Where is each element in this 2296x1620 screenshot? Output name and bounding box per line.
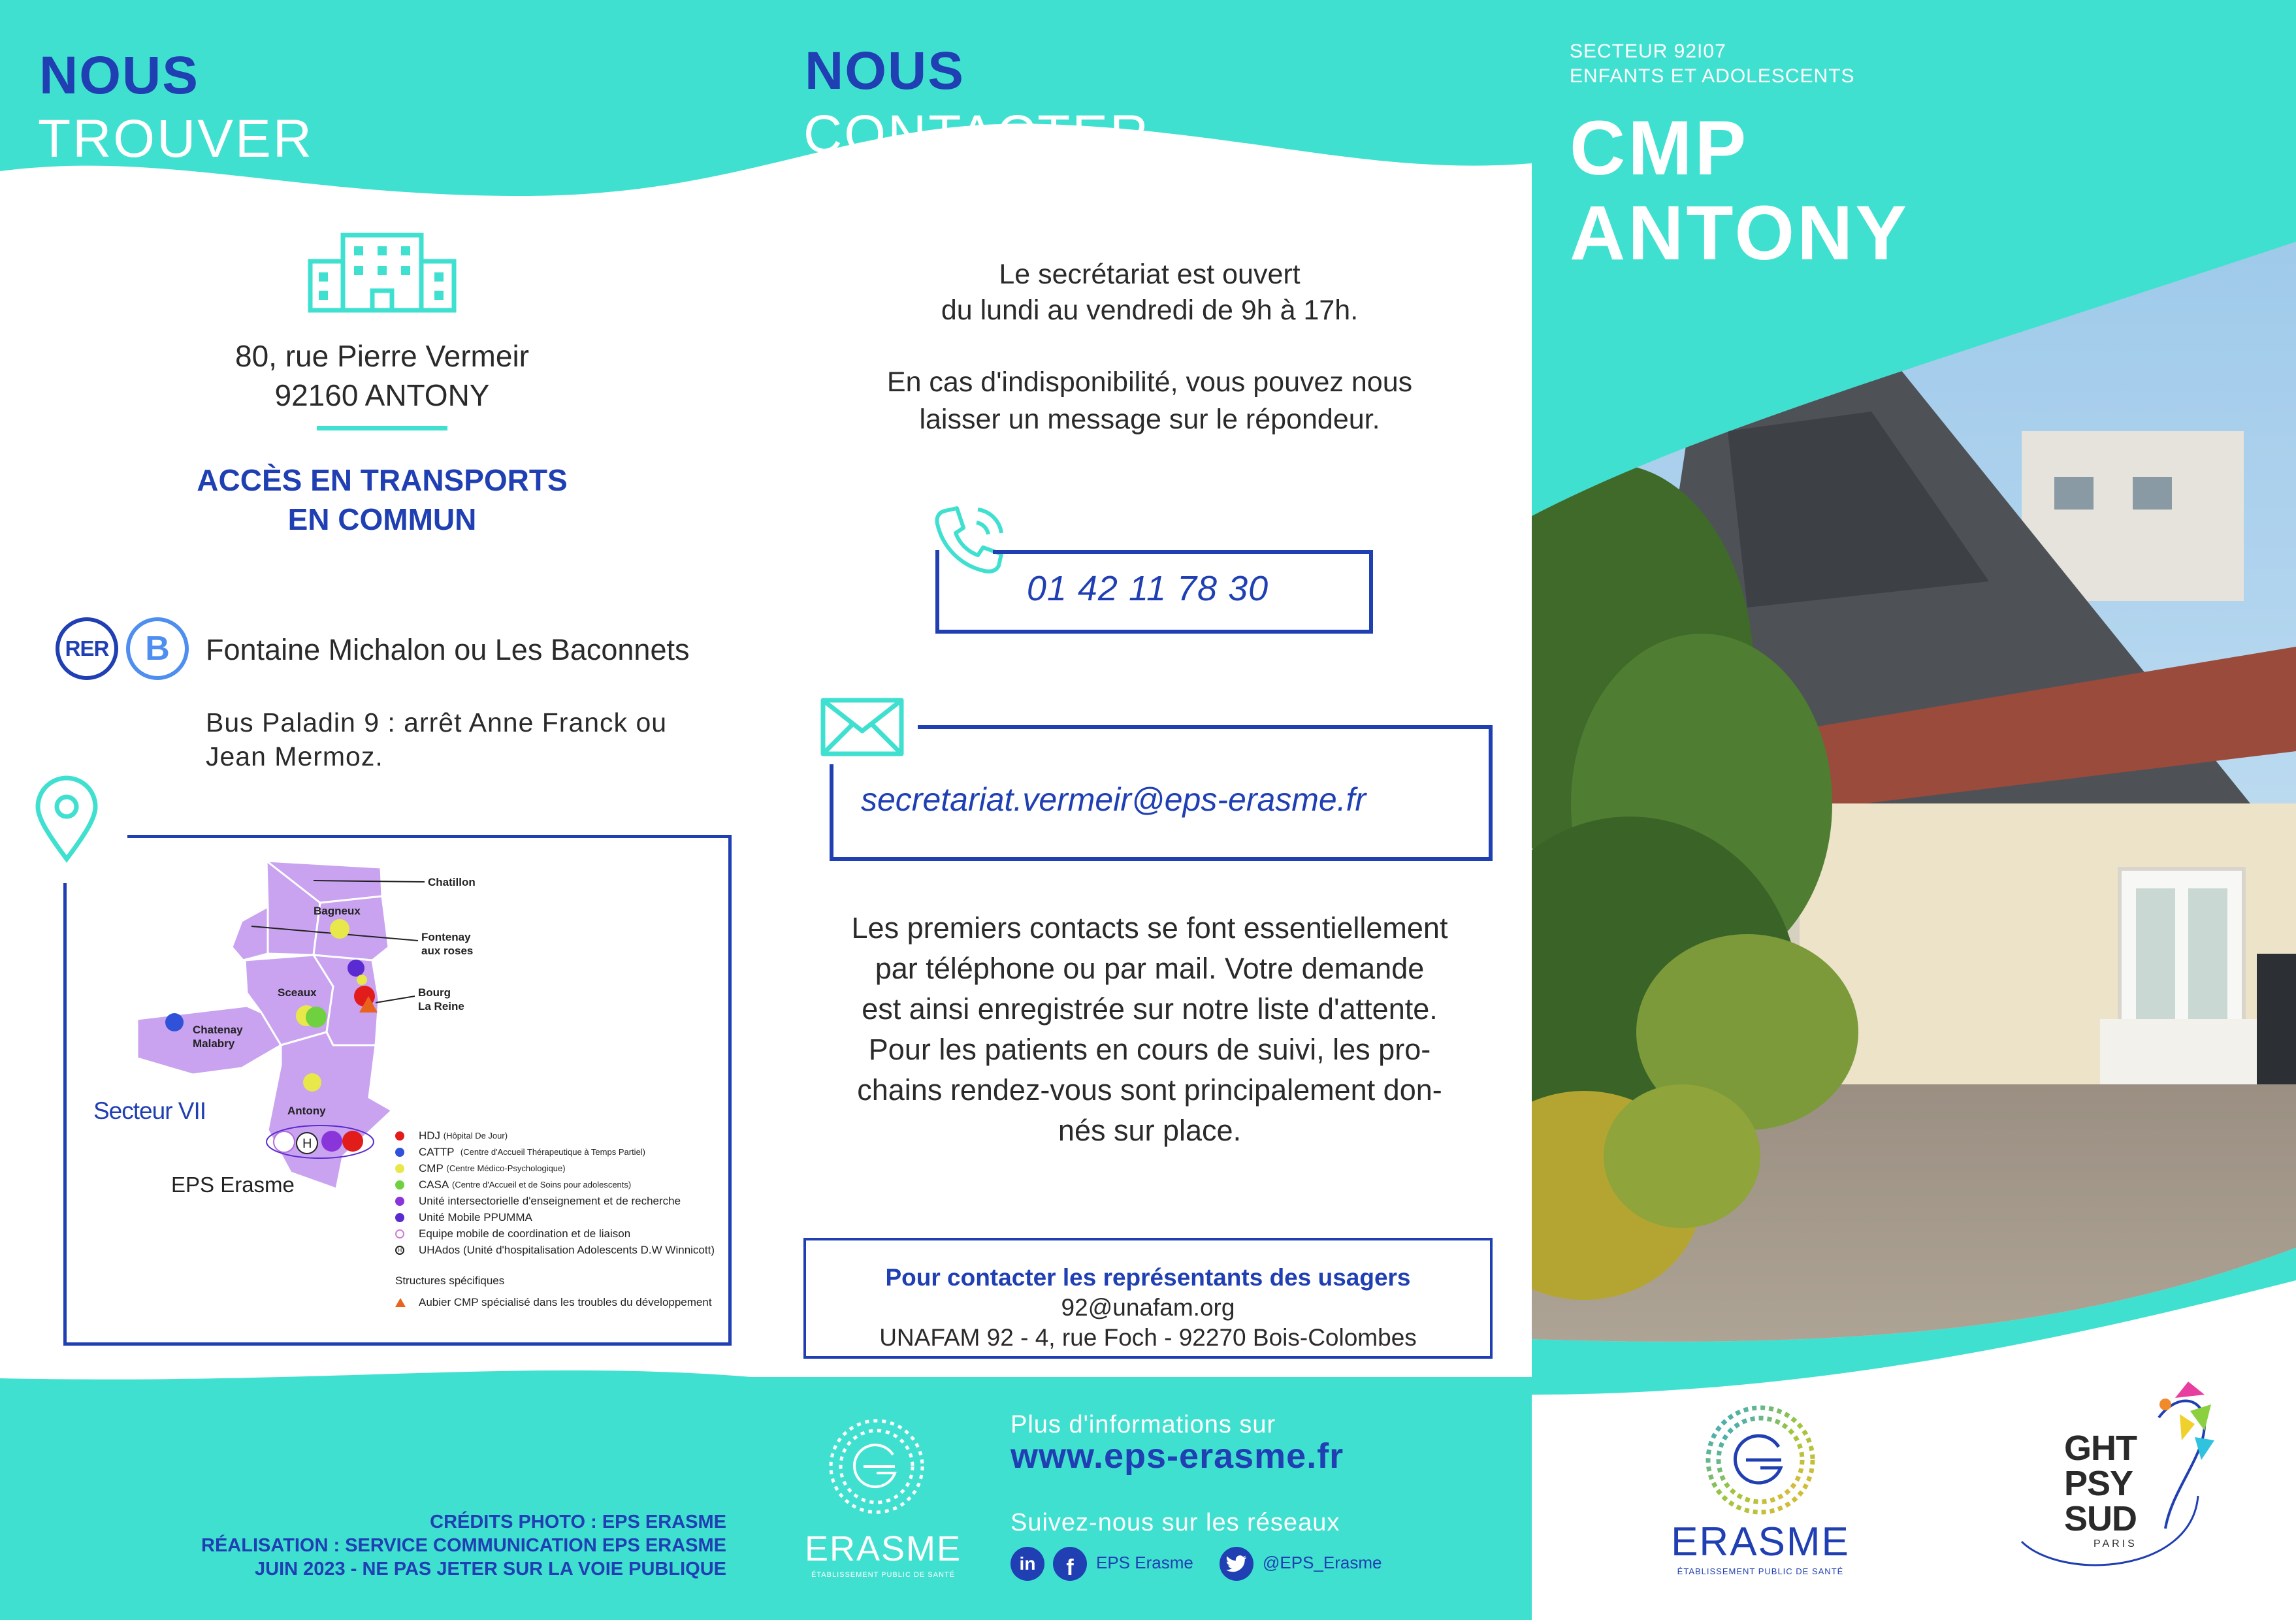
info-line: nés sur place. xyxy=(1058,1114,1242,1147)
building-icon xyxy=(307,232,457,314)
bus-line2: Jean Mermoz. xyxy=(206,741,383,771)
sector-line2: ENFANTS ET ADOLESCENTS xyxy=(1570,65,1855,87)
linkedin-icon[interactable]: in xyxy=(1011,1547,1044,1581)
reps-title: Pour contacter les représentants des usagers xyxy=(885,1264,1411,1291)
erasme-color-logo xyxy=(1702,1401,1819,1519)
legend-label: Unité Mobile PPUMMA xyxy=(419,1210,532,1223)
erasme-right-name: ERASME xyxy=(1671,1519,1850,1564)
twitter-icon[interactable] xyxy=(1220,1547,1253,1581)
rer-line-label: B xyxy=(145,630,170,668)
legend-item-unite-intersectorielle xyxy=(395,1193,735,1209)
more-info-label: Plus d'informations sur xyxy=(1011,1411,1276,1438)
legend-dot xyxy=(395,1131,404,1141)
trouver-title-light: TROUVER xyxy=(38,109,314,169)
ght-line3: SUD xyxy=(2064,1499,2137,1538)
legend-item-equipe-mobile xyxy=(395,1225,735,1242)
info-paragraph xyxy=(771,908,1528,1151)
map-town-bourg: Bourg xyxy=(418,986,451,999)
twitter-bird-icon xyxy=(1226,1555,1247,1573)
address-line2: 92160 ANTONY xyxy=(274,378,490,412)
rer-badge xyxy=(56,617,118,680)
trouver-title-strong: NOUS xyxy=(39,46,199,105)
rer-line-badge xyxy=(126,617,189,680)
legend-label: Unité intersectorielle d'enseignement et de recherche xyxy=(419,1194,681,1207)
email-box-left xyxy=(830,764,833,861)
map-town-chatenay: Chatenay xyxy=(193,1024,243,1036)
legend-item-casa xyxy=(395,1176,735,1193)
email-link[interactable]: secretariat.vermeir@eps-erasme.fr xyxy=(861,781,1366,818)
legend-label: CASA xyxy=(419,1178,449,1191)
map-town-fontenay-2: aux roses xyxy=(421,945,474,957)
legend-label: UHAdos (Unité d'hospitalisation Adolescents D.W Winnicott) xyxy=(419,1243,715,1256)
map-legend xyxy=(395,1127,735,1310)
follow-label: Suivez-nous sur les réseaux xyxy=(1011,1509,1340,1536)
map-hospital-symbol: H xyxy=(302,1137,312,1151)
ght-line1: GHT xyxy=(2064,1429,2137,1468)
legend-dot xyxy=(395,1213,404,1222)
social-name-link[interactable]: EPS Erasme xyxy=(1096,1553,1193,1572)
twitter-handle-link[interactable]: @EPS_Erasme xyxy=(1263,1553,1382,1572)
erasme-tagline: ÉTABLISSEMENT PUBLIC DE SANTÉ xyxy=(811,1571,955,1579)
reps-address: UNAFAM 92 - 4, rue Foch - 92270 Bois-Colombes xyxy=(879,1324,1417,1351)
legend-dot-h: H xyxy=(395,1246,404,1255)
legend-label: Equipe mobile de coordination et de liaison xyxy=(419,1227,631,1240)
facebook-icon[interactable]: f xyxy=(1053,1547,1087,1581)
ght-line2: PSY xyxy=(2064,1464,2133,1503)
legend-item-uhados xyxy=(395,1242,735,1258)
website-link[interactable]: www.eps-erasme.fr xyxy=(1011,1436,1344,1476)
structures-item xyxy=(395,1294,735,1310)
legend-dot xyxy=(395,1180,404,1190)
info-line: chains rendez-vous sont principalement don- xyxy=(857,1073,1442,1107)
address-divider xyxy=(317,426,447,430)
phone-number-link[interactable]: 01 42 11 78 30 xyxy=(1026,569,1269,608)
map-town-bagneux: Bagneux xyxy=(314,905,361,917)
erasme-name: ERASME xyxy=(805,1529,962,1568)
transport-title-line1: ACCÈS EN TRANSPORTS xyxy=(197,463,568,497)
legend-detail: (Centre d'Accueil et de Soins pour adolescents) xyxy=(452,1180,632,1190)
phone-box-top xyxy=(993,550,1373,554)
map-town-bourg-2: La Reine xyxy=(418,1000,464,1012)
info-line: est ainsi enregistrée sur notre liste d'attente. xyxy=(862,992,1438,1026)
legend-item-cattp xyxy=(395,1144,735,1160)
legend-dot xyxy=(395,1148,404,1157)
unavail-line2: laisser un message sur le répondeur. xyxy=(919,404,1380,435)
cmp-title-line1: CMP xyxy=(1570,105,1749,191)
hours-line2: du lundi au vendredi de 9h à 17h. xyxy=(941,295,1359,326)
erasme-right-tagline: ÉTABLISSEMENT PUBLIC DE SANTÉ xyxy=(1677,1566,1844,1576)
legend-label: HDJ xyxy=(419,1129,441,1142)
map-frame-left xyxy=(63,883,67,1346)
legend-label: CATTP xyxy=(419,1145,455,1158)
map-town-sceaux: Sceaux xyxy=(278,986,317,999)
legend-dot xyxy=(395,1197,404,1206)
legend-item-hdj xyxy=(395,1127,735,1144)
contacter-title-light: CONTACTER xyxy=(803,105,1151,164)
address-line1: 80, rue Pierre Vermeir xyxy=(235,339,529,373)
legend-dot xyxy=(395,1164,404,1173)
map-town-antony: Antony xyxy=(287,1105,326,1117)
legend-label: CMP xyxy=(419,1161,444,1174)
contacter-title-strong: NOUS xyxy=(805,41,965,101)
legend-detail: (Centre Médico-Psychologique) xyxy=(446,1163,566,1173)
map-frame-top xyxy=(127,835,732,838)
map-eps-label: EPS Erasme xyxy=(171,1173,295,1197)
transport-title-line2: EN COMMUN xyxy=(287,502,477,536)
triangle-marker-icon xyxy=(395,1298,406,1307)
cmp-title-line2: ANTONY xyxy=(1570,190,1910,276)
erasme-wreath-logo xyxy=(824,1414,929,1519)
ght-city: PARIS xyxy=(2094,1538,2137,1549)
bus-line1: Bus Paladin 9 : arrêt Anne Franck ou xyxy=(206,707,668,737)
info-line: Les premiers contacts se font essentiellement xyxy=(851,911,1448,945)
hours-line1: Le secrétariat est ouvert xyxy=(999,259,1301,290)
info-line: Pour les patients en cours de suivi, les pro- xyxy=(868,1033,1431,1066)
legend-detail: (Hôpital De Jour) xyxy=(443,1131,508,1141)
legend-dot xyxy=(395,1229,404,1239)
legend-detail: (Centre d'Accueil Thérapeutique à Temps Partiel) xyxy=(460,1147,646,1157)
legend-item-cmp xyxy=(395,1160,735,1176)
structures-item-label: Aubier CMP spécialisé dans les troubles du développement xyxy=(419,1295,712,1308)
reps-box xyxy=(803,1238,1493,1359)
rer-label: RER xyxy=(65,636,109,660)
map-town-fontenay: Fontenay xyxy=(421,931,471,943)
unavail-line1: En cas d'indisponibilité, vous pouvez nous xyxy=(886,366,1413,398)
map-secteur-label: Secteur VII xyxy=(93,1097,206,1124)
reps-email: 92@unafam.org xyxy=(1061,1294,1235,1321)
map-town-chatillon: Chatillon xyxy=(428,876,476,888)
credits xyxy=(201,1510,726,1581)
info-line: par téléphone ou par mail. Votre demande xyxy=(875,952,1425,985)
structures-title: Structures spécifiques xyxy=(395,1274,505,1287)
legend-item-ppumma xyxy=(395,1209,735,1225)
email-box-top xyxy=(918,725,1493,729)
rer-stations: Fontaine Michalon ou Les Baconnets xyxy=(206,633,690,666)
credits-line1: CRÉDITS PHOTO : EPS ERASME xyxy=(430,1512,726,1532)
map-town-chatenay-2: Malabry xyxy=(193,1037,235,1050)
sector-line1: SECTEUR 92I07 xyxy=(1570,40,1726,62)
credits-line2: RÉALISATION : SERVICE COMMUNICATION EPS ERASME xyxy=(201,1535,726,1556)
credits-line3: JUIN 2023 - NE PAS JETER SUR LA VOIE PUBLIQUE xyxy=(255,1559,726,1580)
cmp-building-photo xyxy=(1532,216,2296,1398)
